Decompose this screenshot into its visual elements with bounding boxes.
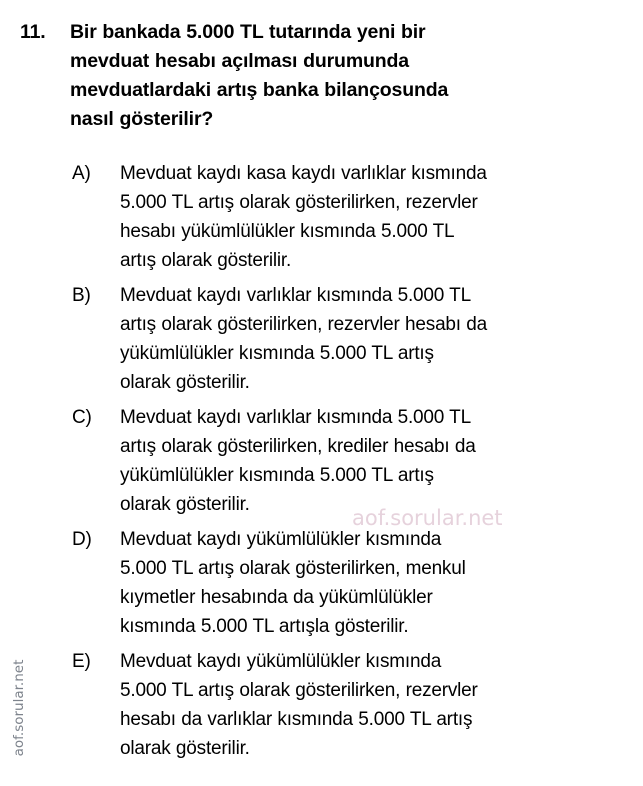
option-line: yükümlülükler kısmında 5.000 TL artış [120,465,434,486]
option-text-e [120,647,622,763]
option-line: Mevduat kaydı varlıklar kısmında 5.000 TL [120,285,471,306]
option-line: Mevduat kaydı yükümlülükler kısmında [120,529,442,550]
option-line: artış olarak gösterilirken, rezervler hesabı da [120,314,487,335]
option-line: yükümlülükler kısmında 5.000 TL artış [120,343,434,364]
question-line: Bir bankada 5.000 TL tutarında yeni bir [70,21,426,43]
watermark-side-vertical: aof.sorular.net [11,659,27,757]
option-line: olarak gösterilir. [120,494,250,515]
option-label-a: A) [72,163,91,184]
option-label-d: D) [72,529,92,550]
option-text-a [120,159,622,275]
option-line: 5.000 TL artış olarak gösterilirken, rezervler [120,680,478,701]
option-c[interactable] [72,403,622,519]
question-line: mevduatlardaki artış banka bilançosunda [70,79,449,101]
option-line: olarak gösterilir. [120,738,250,759]
option-label-c: C) [72,407,92,428]
option-label-b: B) [72,285,91,306]
option-line: hesabı da varlıklar kısmında 5.000 TL artış [120,709,473,730]
watermark-center: aof.sorular.net [352,506,503,530]
option-line: kısmında 5.000 TL artışla gösterilir. [120,616,409,637]
question-block [20,18,622,134]
question-line: mevduat hesabı açılması durumunda [70,50,409,72]
option-line: Mevduat kaydı varlıklar kısmında 5.000 TL [120,407,471,428]
option-line: 5.000 TL artış olarak gösterilirken, rezervler [120,192,478,213]
option-text-c [120,403,622,519]
answer-options-list [72,159,622,769]
question-number: 11. [20,21,46,43]
question-text [70,18,622,134]
question-line: nasıl gösterilir? [70,108,214,130]
option-label-e: E) [72,651,91,672]
option-e[interactable] [72,647,622,763]
option-text-d [120,525,622,641]
option-line: artış olarak gösterilir. [120,250,292,271]
option-line: artış olarak gösterilirken, krediler hesabı da [120,436,476,457]
option-b[interactable] [72,281,622,397]
option-a[interactable] [72,159,622,275]
option-d[interactable] [72,525,622,641]
option-line: olarak gösterilir. [120,372,250,393]
option-line: 5.000 TL artış olarak gösterilirken, menkul [120,558,466,579]
option-text-b [120,281,622,397]
option-line: kıymetler hesabında da yükümlülükler [120,587,433,608]
option-line: hesabı yükümlülükler kısmında 5.000 TL [120,221,455,242]
option-line: Mevduat kaydı yükümlülükler kısmında [120,651,442,672]
option-line: Mevduat kaydı kasa kaydı varlıklar kısmında [120,163,487,184]
